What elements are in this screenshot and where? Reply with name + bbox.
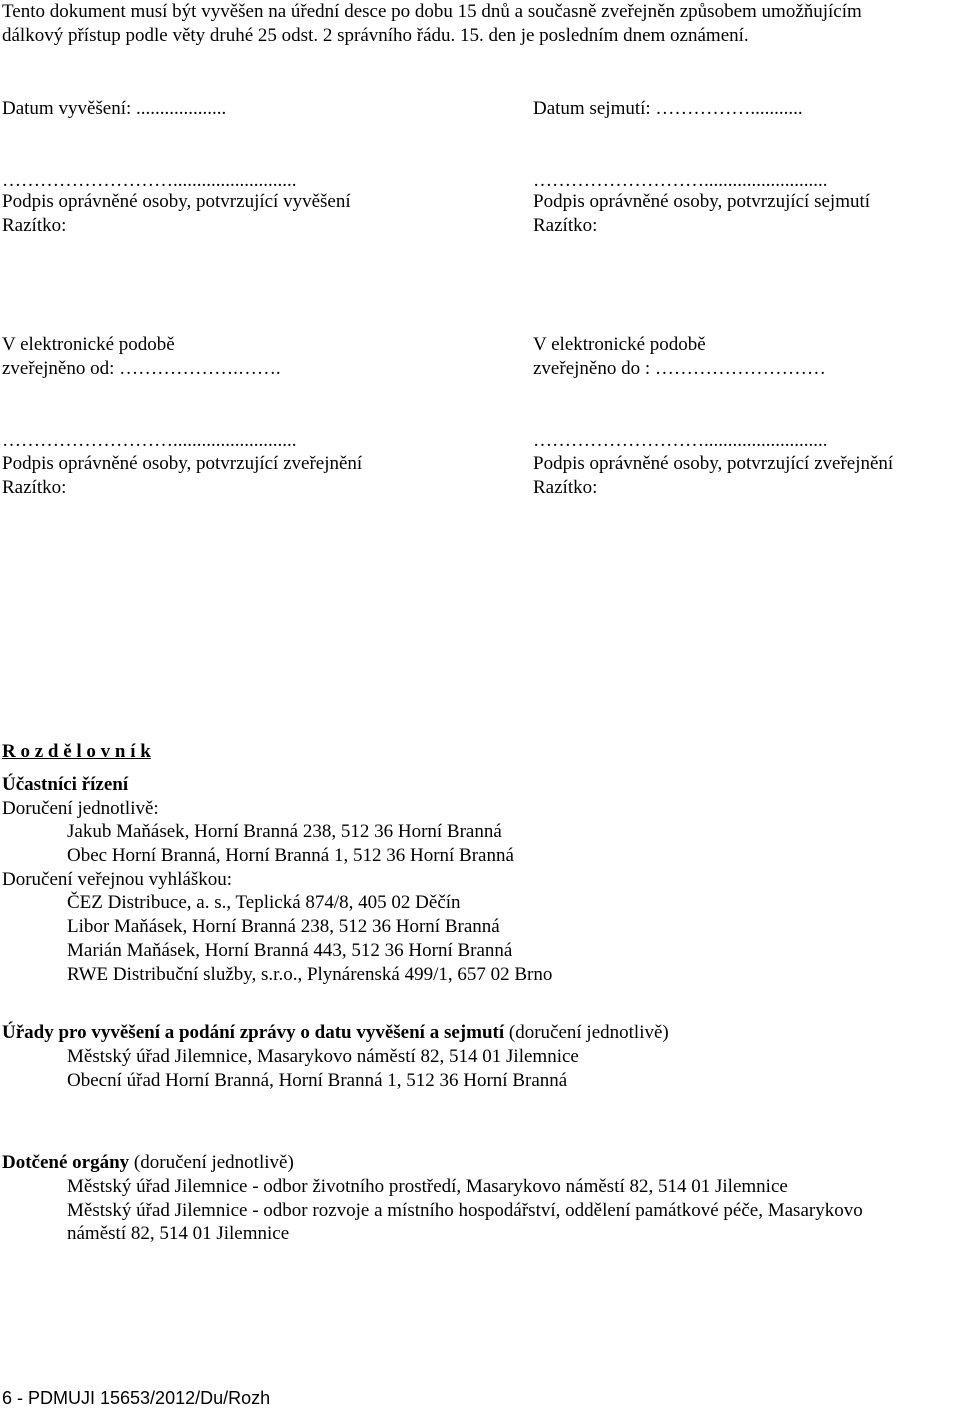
authorities-heading-line [2,1151,294,1175]
list-item: Jakub Maňásek, Horní Branná 238, 512 36 Horní Branná [67,821,502,842]
offices-note: (doručení jednotlivě) [504,1022,669,1043]
removal-date-label: Datum sejmutí: ……………........... [533,98,803,119]
stamp-label: Razítko: [2,215,67,236]
list-item: ČEZ Distribuce, a. s., Teplická 874/8, 405 02 Děčín [67,892,461,913]
signature-line: ……………………….......................... [2,170,297,191]
distribution-list-title: R o z d ě l o v n í k [2,741,151,762]
list-item: Marián Maňásek, Horní Branná 443, 512 36 Horní Branná [67,940,513,961]
signature-label-removal: Podpis oprávněné osoby, potvrzující sejmutí [533,191,871,212]
list-item: Městský úřad Jilemnice - odbor rozvoje a místního hospodářství, oddělení památkové péče, Masarykovo [67,1200,863,1221]
list-item: náměstí 82, 514 01 Jilemnice [67,1223,290,1244]
authorities-note: (doručení jednotlivě) [129,1152,294,1173]
stamp-label: Razítko: [533,477,598,498]
signature-line: ……………………….......................... [533,430,828,451]
electronic-to-heading: V elektronické podobě [533,334,706,355]
authorities-heading: Dotčené orgány [2,1152,130,1173]
list-item: Obec Horní Branná, Horní Branná 1, 512 36 Horní Branná [67,845,514,866]
electronic-from-date: zveřejněno od: ……………….……. [2,358,281,379]
signature-line: ……………………….......................... [2,430,297,451]
signature-label-publication: Podpis oprávněné osoby, potvrzující zveřejnění [2,453,363,474]
intro-line-2: dálkový přístup podle věty druhé 25 odst. 2 správního řádu. 15. den je posledním dnem oznámení. [2,25,749,46]
stamp-label: Razítko: [2,477,67,498]
page-footer: 6 - PDMUJI 15653/2012/Du/Rozh [2,1388,271,1408]
electronic-to-date: zveřejněno do : ……………………… [533,358,826,379]
intro-line-1: Tento dokument musí být vyvěšen na úřední desce po dobu 15 dnů a současně zveřejněn způsobem umožňujícím [2,1,862,22]
signature-label-posting: Podpis oprávněné osoby, potvrzující vyvěšení [2,191,351,212]
posting-date-label: Datum vyvěšení: ................... [2,98,227,119]
signature-line: ……………………….......................... [533,170,828,191]
signature-label-publication: Podpis oprávněné osoby, potvrzující zveřejnění [533,453,894,474]
stamp-label: Razítko: [533,215,598,236]
list-item: Libor Maňásek, Horní Branná 238, 512 36 Horní Branná [67,916,500,937]
offices-heading: Úřady pro vyvěšení a podání zprávy o datu vyvěšení a sejmutí [2,1022,505,1043]
list-item: Městský úřad Jilemnice - odbor životního prostředí, Masarykovo náměstí 82, 514 01 Jilemnice [67,1176,788,1197]
list-item: Městský úřad Jilemnice, Masarykovo náměstí 82, 514 01 Jilemnice [67,1046,579,1067]
list-item: RWE Distribuční služby, s.r.o., Plynárenská 499/1, 657 02 Brno [67,964,553,985]
individual-delivery-label: Doručení jednotlivě: [2,798,159,819]
offices-heading-line [2,1021,669,1045]
electronic-from-heading: V elektronické podobě [2,334,175,355]
participants-heading: Účastníci řízení [2,774,129,795]
list-item: Obecní úřad Horní Branná, Horní Branná 1, 512 36 Horní Branná [67,1070,568,1091]
public-delivery-label: Doručení veřejnou vyhláškou: [2,869,233,890]
